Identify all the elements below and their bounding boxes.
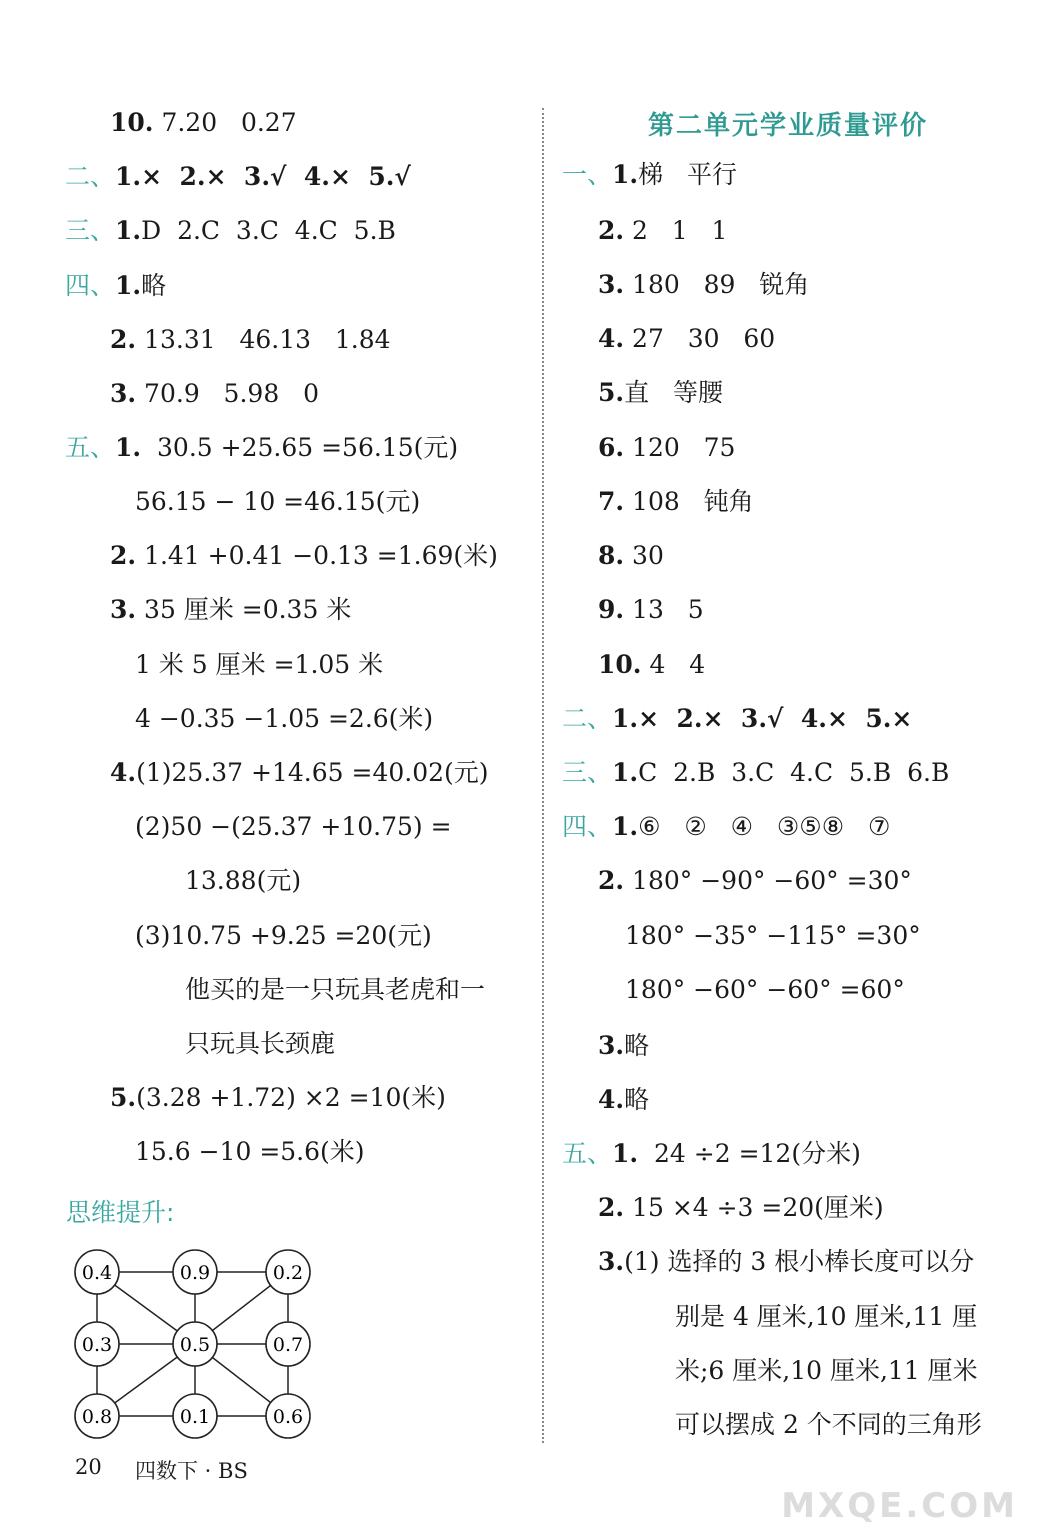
question-number: 1. [612,1139,639,1168]
question-number: 7. [598,487,625,516]
answer-text: 别是 4 厘米,10 厘米,11 厘 [675,1302,978,1331]
answer-text: 180 89 锐角 [624,270,810,299]
answer-text: 180° −35° −115° =30° [625,921,921,950]
left-answer-line [185,866,301,896]
section-marker: 四、 [562,812,613,841]
right-answer-line [598,270,809,300]
right-answer-line [562,758,949,788]
answer-text: 4 −0.35 −1.05 =2.6(米) [135,704,434,733]
right-answer-line [625,975,905,1005]
question-number: 4. [598,324,625,353]
left-answer-line [65,433,458,463]
question-number: 3. [598,270,625,299]
answer-text: 米;6 厘米,10 厘米,11 厘米 [675,1356,978,1385]
left-answer-line [185,1029,335,1059]
left-answer-line [110,325,391,355]
number-diagram [60,1235,330,1455]
page-number: 20 [75,1455,102,1479]
question-number: 2. [110,325,137,354]
answer-text: 4 4 [641,650,706,679]
section-title: 第二单元学业质量评价 [648,111,929,141]
question-number: 1. [612,812,639,841]
answer-text: 略 [141,271,167,300]
answer-text: 13.88(元) [185,866,302,895]
left-answer-line [135,921,432,951]
answer-text: × 2.× 3.√ 4.× 5.× [638,704,913,733]
answer-text: 70.9 5.98 0 [136,379,319,408]
answer-text: (2)50 −(25.37 +10.75) = [135,812,452,841]
watermark: MXQE.COM [781,1486,1018,1526]
diagram-node-label: 0.5 [179,1334,211,1356]
question-number: 3. [598,1247,625,1276]
answer-text: 27 30 60 [624,324,776,353]
answer-text: 可以摆成 2 个不同的三角形 [675,1410,982,1439]
answer-text: 2 1 1 [624,216,728,245]
question-number: 1. [115,162,142,191]
answer-text: 13 5 [624,595,704,624]
section-marker: 五、 [562,1139,613,1168]
diagram-node-label: 0.2 [272,1262,304,1284]
answer-text: (1)25.37 +14.65 =40.02(元) [136,758,489,787]
question-number: 4. [598,1085,625,1114]
section-marker: 四、 [65,271,116,300]
section-marker: 二、 [562,704,613,733]
book-label: 四数下 · BS [135,1459,248,1483]
right-answer-line [598,1085,649,1115]
question-number: 1. [115,271,142,300]
answer-text: 180° −90° −60° =30° [624,866,912,895]
diagram-node-label: 0.4 [81,1262,113,1284]
right-answer-line [675,1356,978,1386]
left-answer-line [110,595,351,625]
question-number: 2. [598,216,625,245]
right-answer-line [598,1193,884,1223]
question-number: 2. [110,541,137,570]
section-marker: 三、 [562,758,613,787]
thinking-label: 思维提升: [66,1198,175,1227]
answer-text: 7.20 0.27 [153,108,297,137]
right-answer-line [598,487,754,517]
right-answer-line [675,1302,977,1332]
left-answer-line [110,379,319,409]
answer-text: 15.6 −10 =5.6(米) [135,1137,365,1166]
question-number: 2. [598,866,625,895]
question-number: 5. [110,1083,137,1112]
answer-text: 35 厘米 =0.35 米 [136,595,352,624]
answer-text: 120 75 [624,433,736,462]
question-number: 3. [598,1031,625,1060]
diagram-node-label: 0.3 [81,1334,113,1356]
left-answer-line [110,541,498,571]
right-answer-line [562,1139,861,1169]
question-number: 1. [115,216,142,245]
answer-text: 13.31 46.13 1.84 [136,325,391,354]
section-marker: 二、 [65,162,116,191]
left-answer-line [135,704,433,734]
answer-text: (1) 选择的 3 根小棒长度可以分 [624,1247,975,1276]
answer-text: 略 [624,1085,650,1114]
diagram-node-label: 0.6 [272,1406,304,1428]
question-number: 3. [110,595,137,624]
left-answer-line [135,812,452,842]
right-answer-line [598,1031,649,1061]
right-answer-line [598,650,705,680]
question-number: 3. [110,379,137,408]
right-answer-line [598,433,735,463]
left-answer-line [110,758,489,788]
right-answer-line [598,866,912,896]
diagram-node-label: 0.9 [179,1262,211,1284]
question-number: 9. [598,595,625,624]
left-answer-line [65,271,166,301]
question-number: 5. [598,378,625,407]
right-answer-line [598,1247,974,1277]
answer-text: 只玩具长颈鹿 [185,1029,336,1058]
left-answer-line [65,216,396,246]
left-answer-line [185,975,485,1005]
answer-text: 30.5 +25.65 =56.15(元) [141,433,459,462]
answer-text: 15 ×4 ÷3 =20(厘米) [624,1193,884,1222]
section-marker: 五、 [65,433,116,462]
right-answer-line [598,541,664,571]
left-answer-line [135,650,383,680]
right-answer-line [562,704,912,734]
column-divider [542,108,544,1443]
answer-text: 180° −60° −60° =60° [625,975,905,1004]
answer-text: 略 [624,1031,650,1060]
answer-text: 30 [624,541,664,570]
answer-text: × 2.× 3.√ 4.× 5.√ [141,162,411,191]
question-number: 1. [115,433,142,462]
diagram-node-label: 0.1 [179,1406,211,1428]
answer-text: 1 米 5 厘米 =1.05 米 [135,650,384,679]
left-answer-line [65,162,411,192]
answer-text: 他买的是一只玩具老虎和一 [185,975,486,1004]
question-number: 8. [598,541,625,570]
left-answer-line [135,1137,365,1167]
question-number: 10. [598,650,642,679]
answer-text: 24 ÷2 =12(分米) [638,1139,861,1168]
answer-text: 108 钝角 [624,487,754,516]
answer-text: 1.41 +0.41 −0.13 =1.69(米) [136,541,498,570]
right-answer-line [562,160,737,190]
answer-text: 56.15 − 10 =46.15(元) [135,487,421,516]
left-answer-line [135,487,420,517]
answer-text: (3.28 +1.72) ×2 =10(米) [136,1083,446,1112]
right-answer-line [598,216,727,246]
section-marker: 三、 [65,216,116,245]
section-marker: 一、 [562,160,613,189]
left-answer-line [110,1083,446,1113]
question-number: 2. [598,1193,625,1222]
answer-text: C 2.B 3.C 4.C 5.B 6.B [638,758,950,787]
answer-text: ⑥ ② ④ ③⑤⑧ ⑦ [638,812,891,841]
answer-text: D 2.C 3.C 4.C 5.B [141,216,396,245]
question-number: 10. [110,108,154,137]
answer-text: 直 等腰 [624,378,723,407]
diagram-node-label: 0.8 [81,1406,113,1428]
question-number: 4. [110,758,137,787]
question-number: 1. [612,758,639,787]
right-answer-line [598,378,723,408]
right-answer-line [562,812,890,842]
right-answer-line [598,595,704,625]
question-number: 6. [598,433,625,462]
right-answer-line [625,921,921,951]
left-answer-line [110,108,297,138]
answer-text: 梯 平行 [638,160,737,189]
right-answer-line [598,324,775,354]
right-answer-line [675,1410,982,1440]
question-number: 1. [612,704,639,733]
diagram-node-label: 0.7 [272,1334,304,1356]
question-number: 1. [612,160,639,189]
answer-text: (3)10.75 +9.25 =20(元) [135,921,432,950]
